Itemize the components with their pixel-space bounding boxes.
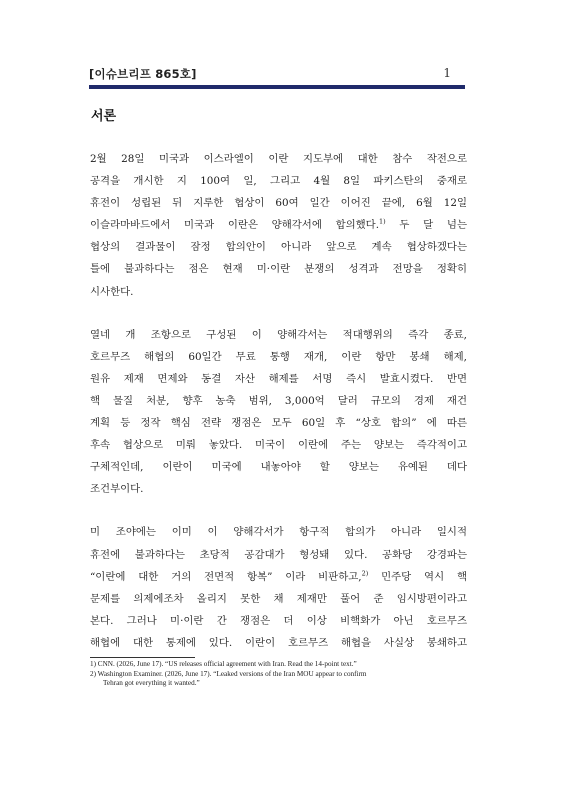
body-line: 공격을 개시한 지 100여 일, 그리고 4월 8일 파키스탄의 중재로 xyxy=(90,175,467,188)
header-divider xyxy=(89,85,465,89)
section-heading: 서론 xyxy=(91,109,117,124)
body-line: 핵 물질 처분, 향후 농축 범위, 3,000억 달러 규모의 경제 재건 xyxy=(90,394,467,407)
body-line: 미 조야에는 이미 이 양해각서가 항구적 합의가 아니라 일시적 xyxy=(90,526,467,539)
footnote-2: 2) Washington Examiner. (2026, June 17). “Leaked versions of the Iran MOU appear to confirm xyxy=(90,669,367,678)
body-text: 두 달 넘는 xyxy=(385,219,467,232)
body-line-with-footnote xyxy=(90,566,467,588)
body-line: 후속 협상으로 미뤄 놓았다. 미국이 이란에 주는 양보는 즉각적이고 xyxy=(90,439,467,452)
page-number: 1 xyxy=(443,66,451,80)
body-line: 조건부이다. xyxy=(90,483,144,496)
footnote-ref-1[interactable]: 1) xyxy=(379,217,386,226)
footnote-1: 1) CNN. (2026, June 17). “US releases official agreement with Iran. Read the 14-point text.” xyxy=(90,660,357,668)
document-body xyxy=(90,148,467,675)
issue-brief-title: [이슈브리프 865호] xyxy=(89,67,197,81)
body-line: 본다. 그러나 미·이란 간 쟁점은 더 이상 비핵화가 아닌 호르무즈 xyxy=(90,614,467,627)
body-line-with-footnote xyxy=(90,214,467,236)
footnote-ref-2[interactable]: 2) xyxy=(361,569,369,578)
body-text: 이슬라마바드에서 미국과 이란은 양해각서에 합의했다. xyxy=(90,219,380,232)
body-line: 시사한다. xyxy=(90,285,134,298)
body-line: 원유 제재 면제와 동결 자산 해제를 서명 즉시 발효시켰다. 반면 xyxy=(90,372,467,385)
body-line: 열네 개 조항으로 구성된 이 양해각서는 적대행위의 즉각 종료, xyxy=(90,328,467,341)
body-line: 휴전에 불과하다는 초당적 공감대가 형성돼 있다. 공화당 강경파는 xyxy=(90,548,467,561)
footnotes xyxy=(90,660,470,689)
body-line: 계획 등 정작 핵심 전략 쟁점은 모두 60일 후 “상호 합의” 에 따른 xyxy=(90,417,467,430)
body-line: 구체적인데, 이란이 미국에 내놓아야 할 양보는 유예된 데다 xyxy=(90,461,467,474)
header-bar xyxy=(89,66,465,86)
body-line: 틀에 불과하다는 점은 현재 미·이란 분쟁의 성격과 전망을 정확히 xyxy=(90,263,467,276)
paragraph-3 xyxy=(90,521,467,654)
body-line: 해협에 대한 통제에 있다. 이란이 호르무즈 해협을 사실상 봉쇄하고 xyxy=(90,636,467,649)
body-line: 협상의 결과물이 잠정 합의안이 아니라 앞으로 계속 협상하겠다는 xyxy=(90,241,467,254)
body-line: 호르무즈 해협의 60일간 무료 통행 재개, 이란 항만 봉쇄 해제, xyxy=(90,350,467,363)
body-line: 문제를 의제에조차 올리지 못한 채 제재만 풀어 준 임시방편이라고 xyxy=(90,592,467,605)
paragraph-1 xyxy=(90,148,467,303)
body-line: 휴전이 성립된 뒤 지루한 협상이 60여 일간 이어진 끝에, 6월 12일 xyxy=(90,197,467,210)
body-text: 민주당 역시 핵 xyxy=(368,570,467,583)
body-line: 2월 28일 미국과 이스라엘이 이란 지도부에 대한 참수 작전으로 xyxy=(90,153,467,165)
body-text: “이란에 대한 거의 전면적 항복” 이라 비판하고, xyxy=(90,570,362,583)
footnote-2-continued: Tehran got everything it wanted.” xyxy=(103,679,200,688)
paragraph-2 xyxy=(90,324,467,501)
footnote-divider xyxy=(90,657,195,658)
